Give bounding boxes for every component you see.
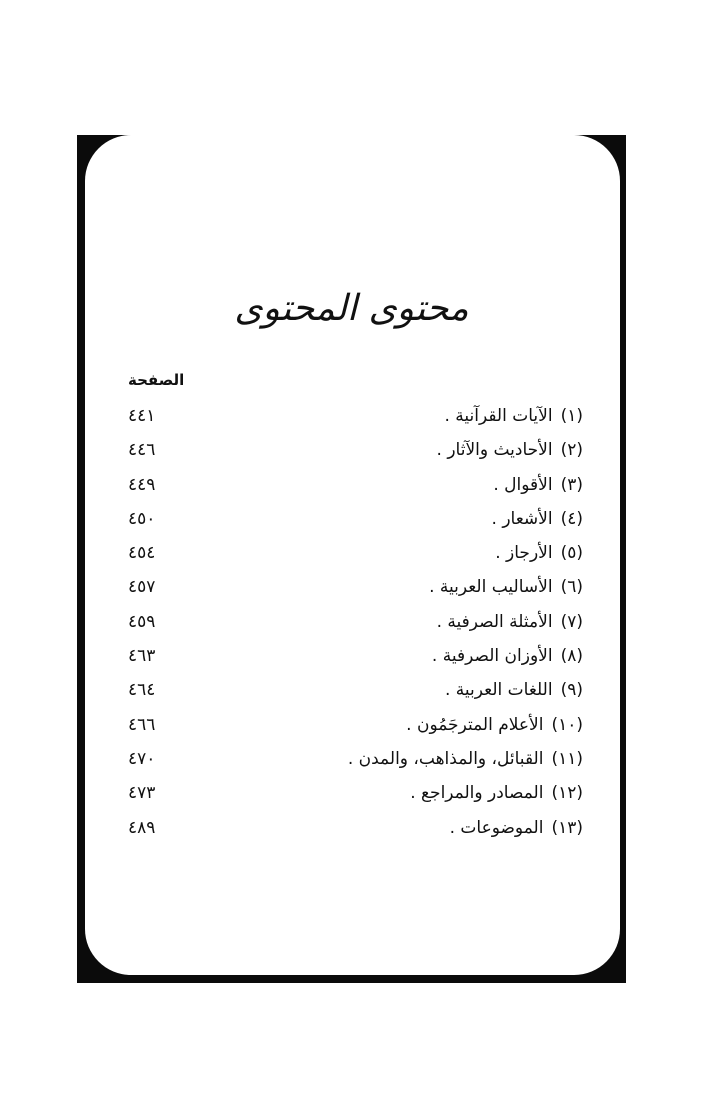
toc-entry-title: اللغات العربية . bbox=[444, 680, 553, 701]
toc-entry-label bbox=[493, 475, 583, 495]
toc-entry-page: ٤٨٩ bbox=[128, 817, 156, 838]
toc-entry-label bbox=[348, 749, 583, 769]
toc-entry-page: ٤٧٠ bbox=[128, 748, 156, 769]
toc-entry bbox=[128, 749, 583, 783]
toc-entry bbox=[128, 543, 583, 577]
toc-entry-number: (٨) bbox=[560, 646, 583, 667]
toc-entry-label bbox=[450, 818, 583, 838]
toc-entry-page: ٤٦٣ bbox=[128, 646, 156, 667]
toc-entry bbox=[128, 783, 583, 817]
page-title: محتوى المحتوى bbox=[234, 288, 469, 329]
toc-list bbox=[128, 406, 583, 852]
toc-entry bbox=[128, 577, 583, 611]
toc-entry-page: ٤٥٠ bbox=[128, 508, 156, 529]
toc-entry-number: (٥) bbox=[560, 543, 583, 564]
toc-entry-title: الأمثلة الصرفية . bbox=[436, 611, 553, 632]
toc-entry bbox=[128, 715, 583, 749]
toc-entry bbox=[128, 440, 583, 474]
toc-entry-label bbox=[437, 612, 583, 632]
toc-entry-page: ٤٤٦ bbox=[128, 440, 156, 461]
toc-entry-title: الآيات القرآنية . bbox=[444, 406, 553, 426]
toc-entry bbox=[128, 406, 583, 440]
toc-entry-label bbox=[444, 406, 583, 426]
toc-entry-title: الأعلام المترجَمُون . bbox=[406, 714, 544, 735]
toc-entry bbox=[128, 612, 583, 646]
toc-entry-page: ٤٦٤ bbox=[128, 680, 156, 701]
toc-entry-title: الأشعار . bbox=[491, 508, 553, 529]
toc-entry bbox=[128, 509, 583, 543]
toc-entry-number: (١١) bbox=[551, 748, 583, 769]
toc-entry-page: ٤٥٩ bbox=[128, 611, 156, 632]
toc-entry bbox=[128, 818, 583, 852]
toc-entry-number: (١) bbox=[560, 406, 583, 426]
toc-entry-number: (٢) bbox=[560, 440, 583, 461]
toc-entry-number: (٩) bbox=[560, 680, 583, 701]
toc-entry-label bbox=[495, 543, 583, 563]
toc-entry-page: ٤٧٣ bbox=[128, 783, 156, 804]
toc-entry-page: ٤٤٩ bbox=[128, 474, 156, 495]
toc-entry-title: الأوزان الصرفية . bbox=[431, 646, 553, 667]
toc-entry-page: ٤٥٤ bbox=[128, 543, 156, 564]
toc-entry-title: الأحاديث والآثار . bbox=[436, 440, 553, 461]
toc-entry bbox=[128, 475, 583, 509]
toc-entry-title: الأساليب العربية . bbox=[429, 577, 553, 598]
toc-entry-number: (٤) bbox=[560, 508, 583, 529]
toc-entry-number: (٧) bbox=[560, 611, 583, 632]
toc-entry bbox=[128, 646, 583, 680]
toc-entry-page: ٤٤١ bbox=[128, 406, 156, 426]
toc-entry-title: الأرجاز . bbox=[495, 543, 553, 564]
toc-entry-page: ٤٦٦ bbox=[128, 714, 156, 735]
toc-entry-title: الموضوعات . bbox=[449, 817, 544, 838]
page-column-header: الصفحة bbox=[128, 371, 185, 389]
toc-entry-number: (١٢) bbox=[551, 783, 583, 804]
toc-entry-label bbox=[492, 509, 583, 529]
toc-entry-number: (٣) bbox=[560, 474, 583, 495]
toc-entry-label bbox=[432, 646, 583, 666]
toc-entry-title: الأقوال . bbox=[493, 474, 553, 495]
toc-entry-number: (٦) bbox=[560, 577, 583, 598]
toc-entry-label bbox=[410, 783, 583, 803]
toc-entry bbox=[128, 680, 583, 714]
toc-entry-label bbox=[429, 577, 583, 597]
toc-entry-label bbox=[445, 680, 583, 700]
toc-entry-title: المصادر والمراجع . bbox=[410, 783, 544, 804]
toc-entry-number: (١٣) bbox=[551, 817, 583, 838]
toc-entry-number: (١٠) bbox=[551, 714, 583, 735]
toc-entry-label bbox=[437, 440, 583, 460]
toc-entry-title: القبائل، والمذاهب، والمدن . bbox=[347, 748, 544, 769]
toc-entry-label bbox=[406, 715, 583, 735]
toc-entry-page: ٤٥٧ bbox=[128, 577, 156, 598]
